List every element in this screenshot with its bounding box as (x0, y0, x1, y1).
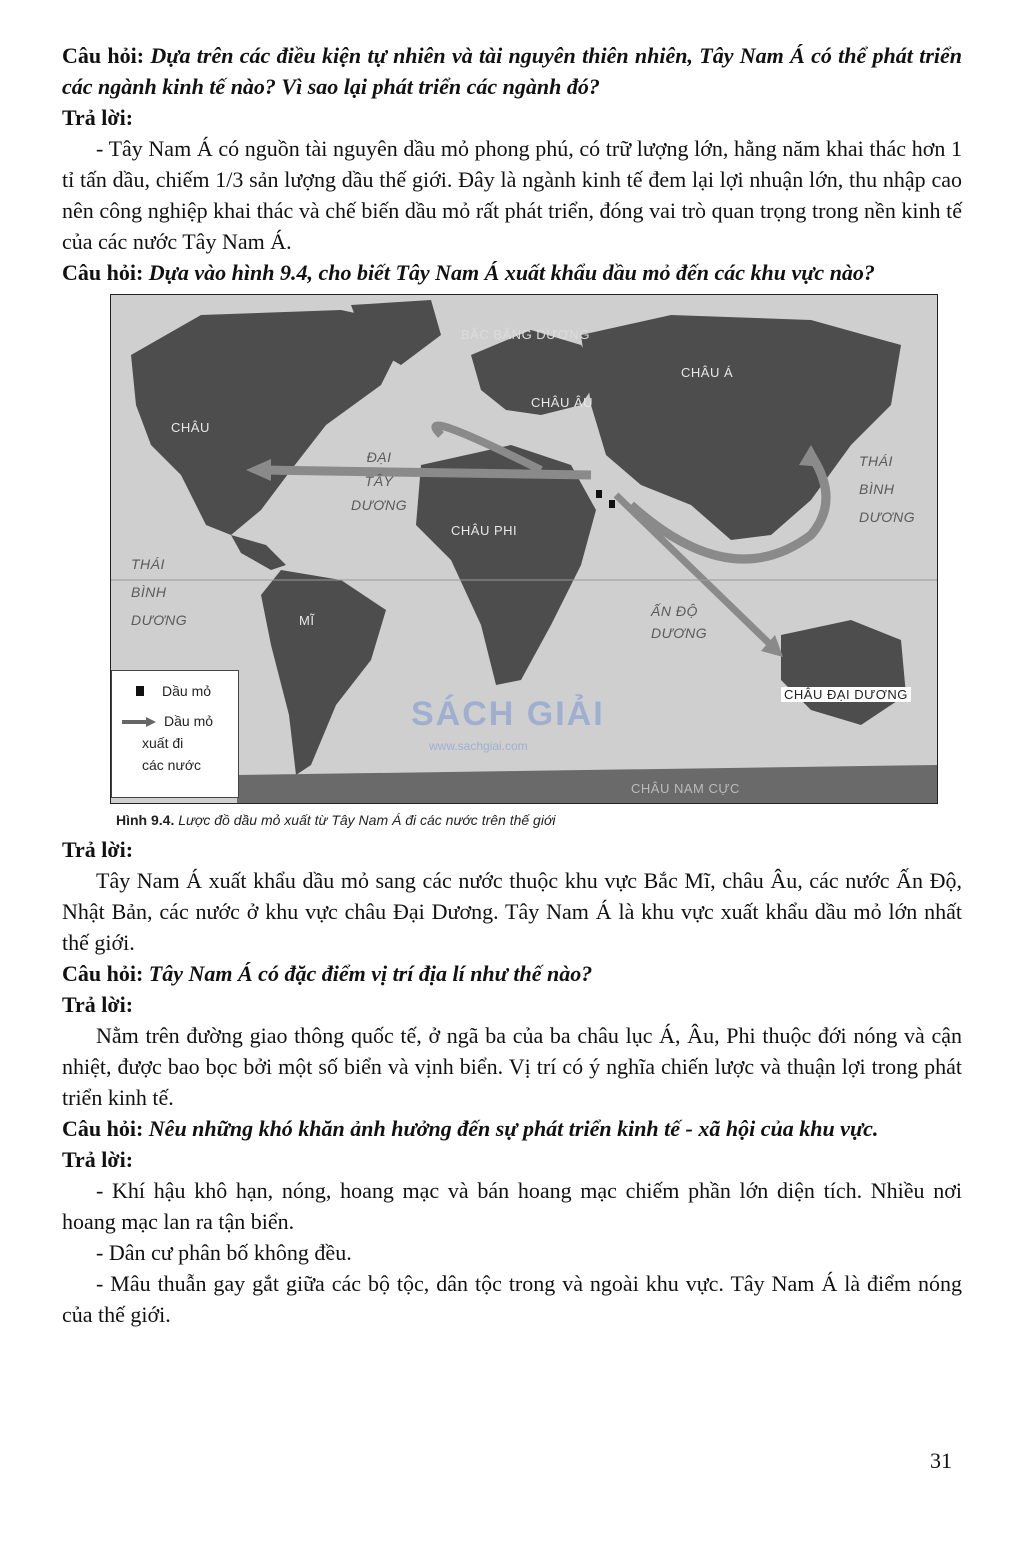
ocean-word: BÌNH (131, 584, 167, 600)
ocean-word: THÁI (859, 453, 893, 469)
question-label: Câu hỏi: (62, 961, 144, 986)
map-legend (111, 670, 239, 798)
ocean-word: ĐẠI (366, 449, 392, 465)
answer-label: Trả lời: (62, 105, 134, 130)
label-europe: CHÂU ÂU (531, 395, 594, 410)
label-oceania: CHÂU ĐẠI DƯƠNG (781, 687, 911, 702)
australia-landmass (781, 620, 906, 725)
label-pacific-ocean-east (859, 447, 915, 531)
ocean-word: DƯƠNG (131, 612, 188, 628)
legend-oil-label: Dầu mỏ (162, 683, 212, 699)
answer-paragraph: Nằm trên đường giao thông quốc tế, ở ngã ba của ba châu lục Á, Âu, Phi thuộc đới nóng và cận nhiệt, được bao bọc bởi một số biển và vịnh biển. Vị trí có ý nghĩa chiến lược và thuận lợi trong phát triển kinh tế. (62, 1023, 962, 1110)
legend-export-row (122, 713, 213, 730)
label-indian-ocean (651, 600, 707, 644)
label-pacific-ocean-west (131, 550, 187, 634)
document-page (62, 40, 962, 1330)
legend-oil-row (122, 683, 211, 699)
answer-paragraph: - Khí hậu khô hạn, nóng, hoang mạc và bán hoang mạc chiếm phần lớn diện tích. Nhiều nơi hoang mạc lan ra tận biển. (62, 1178, 962, 1234)
question-text: Nêu những khó khăn ảnh hưởng đến sự phát triển kinh tế - xã hội của khu vực. (148, 1116, 879, 1141)
question-label: Câu hỏi: (62, 43, 145, 68)
question-label: Câu hỏi: (62, 1116, 144, 1141)
answer-paragraph: Tây Nam Á xuất khẩu dầu mỏ sang các nước thuộc khu vực Bắc Mĩ, châu Âu, các nước Ấn Độ, Nhật Bản, các nước ở khu vực châu Đại Dương. Tây Nam Á là khu vực xuất khẩu dầu mỏ lớn nhất thế giới. (62, 868, 962, 955)
ocean-word: THÁI (131, 556, 165, 572)
question-text: Dựa vào hình 9.4, cho biết Tây Nam Á xuất khẩu dầu mỏ đến các khu vực nào? (148, 260, 875, 285)
world-map (110, 294, 938, 804)
antarctica-landmass (237, 765, 937, 803)
answer-label: Trả lời: (62, 992, 134, 1017)
answer-paragraph: - Dân cư phân bố không đều. (96, 1240, 352, 1265)
answer-label: Trả lời: (62, 1147, 134, 1172)
question-label: Câu hỏi: (62, 260, 144, 285)
ocean-word: TÂY (364, 473, 394, 489)
watermark-url: www.sachgiai.com (429, 739, 528, 753)
figure-caption-text: Lược đồ dầu mỏ xuất từ Tây Nam Á đi các nước trên thế giới (178, 812, 556, 828)
question-3 (62, 958, 962, 989)
ocean-word: ẤN ĐỘ (651, 603, 698, 619)
question-text: Tây Nam Á có đặc điểm vị trí địa lí như thế nào? (148, 961, 593, 986)
export-arrow-icon (122, 714, 156, 730)
watermark-logo: SÁCH GIẢI (411, 695, 605, 733)
question-2 (62, 257, 962, 288)
answer-paragraph: - Mâu thuẫn gay gắt giữa các bộ tộc, dân tộc trong và ngoài khu vực. Tây Nam Á là điểm nóng của thế giới. (62, 1271, 962, 1327)
oil-marker (609, 500, 615, 508)
question-1 (62, 40, 962, 102)
figure-number: Hình 9.4. (116, 812, 175, 828)
oil-icon (136, 686, 144, 696)
label-asia: CHÂU Á (681, 365, 734, 380)
question-text: Dựa trên các điều kiện tự nhiên và tài nguyên thiên nhiên, Tây Nam Á có thể phát triển các ngành kinh tế nào? Vì sao lại phát triển các ngành đó? (62, 43, 963, 99)
answer-label: Trả lời: (62, 837, 134, 862)
africa-landmass (416, 445, 596, 685)
label-south-america: MĨ (299, 613, 315, 628)
legend-export-label-3: các nước (142, 757, 202, 773)
ocean-word: DƯƠNG (351, 497, 408, 513)
answer-paragraph: - Tây Nam Á có nguồn tài nguyên dầu mỏ phong phú, có trữ lượng lớn, hằng năm khai thác hơn 1 tỉ tấn dầu, chiếm 1/3 sản lượng dầu thế giới. Đây là ngành kinh tế đem lại lợi nhuận lớn, thu nhập cao nên công nghiệp khai thác và chế biến dầu mỏ rất phát triển, đóng vai trò quan trọng trong nền kinh tế của các nước Tây Nam Á. (62, 136, 962, 254)
ocean-word: DƯƠNG (651, 625, 708, 641)
legend-export-label-1: Dầu mỏ (164, 713, 214, 729)
page-number: 31 (930, 1448, 952, 1473)
figure-caption (116, 812, 556, 828)
south-america-landmass (261, 570, 386, 775)
label-atlantic-ocean (351, 445, 407, 517)
ocean-word: DƯƠNG (859, 509, 916, 525)
label-america: CHÂU (171, 420, 210, 435)
label-africa: CHÂU PHI (451, 523, 518, 538)
ocean-word: BÌNH (859, 481, 895, 497)
label-antarctica: CHÂU NAM CỰC (631, 781, 740, 796)
oil-marker (596, 490, 602, 498)
figure-9-4 (110, 294, 936, 834)
export-arrow-west (261, 470, 591, 475)
central-america-landmass (231, 535, 286, 570)
question-4 (62, 1113, 962, 1144)
legend-export-label-2: xuất đi (142, 735, 184, 751)
label-arctic-ocean: BẮC BĂNG DƯƠNG (461, 327, 590, 342)
